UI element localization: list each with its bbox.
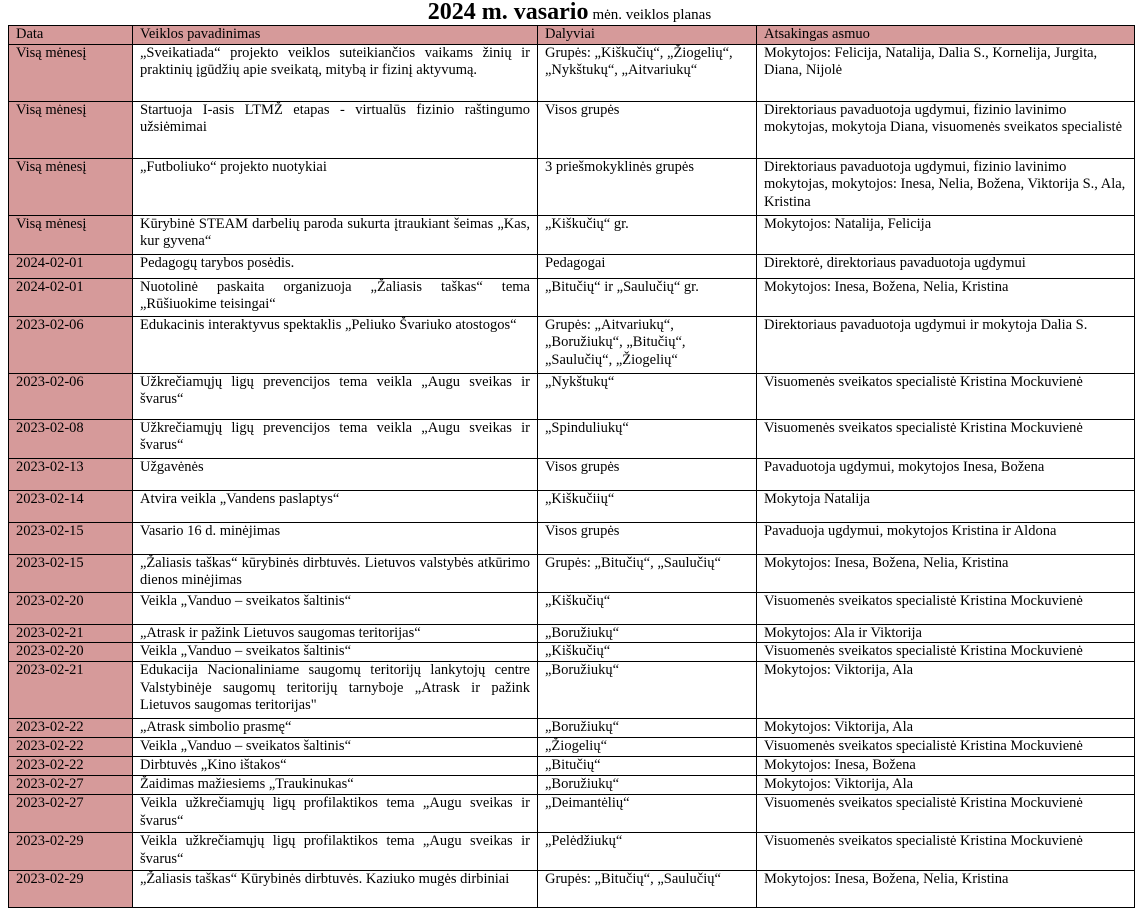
cell-participants: Grupės: „Aitvariukų“, „Boružiukų“, „Bitučių“, „Saulučių“, „Žiogelių“ — [538, 316, 757, 373]
cell-date: 2024-02-01 — [9, 278, 133, 316]
cell-activity: „Žaliasis taškas“ kūrybinės dirbtuvės. Lietuvos valstybės atkūrimo dienos minėjimas — [133, 554, 538, 592]
cell-participants: „Žiogelių“ — [538, 738, 757, 757]
cell-participants: „Boružiukų“ — [538, 624, 757, 643]
cell-responsible: Mokytojos: Inesa, Božena, Nelia, Kristina — [757, 554, 1135, 592]
cell-responsible: Direktorė, direktoriaus pavaduotoja ugdymui — [757, 254, 1135, 278]
cell-date: 2023-02-14 — [9, 490, 133, 522]
cell-participants: „Kiškučių“ — [538, 643, 757, 662]
page-title — [0, 0, 1139, 24]
cell-participants: Pedagogai — [538, 254, 757, 278]
cell-date: 2023-02-06 — [9, 373, 133, 419]
cell-activity: Veikla užkrečiamųjų ligų profilaktikos tema „Augu sveikas ir švarus“ — [133, 795, 538, 833]
cell-date: 2023-02-15 — [9, 522, 133, 554]
table-row — [9, 44, 1135, 101]
column-header-participants: Dalyviai — [538, 26, 757, 45]
cell-participants: „Bitučių“ — [538, 757, 757, 776]
cell-responsible: Mokytojos: Ala ir Viktorija — [757, 624, 1135, 643]
cell-activity: „Atrask simbolio prasmę“ — [133, 719, 538, 738]
cell-activity: Žaidimas mažiesiems „Traukinukas“ — [133, 776, 538, 795]
cell-date: 2023-02-27 — [9, 795, 133, 833]
table-row — [9, 373, 1135, 419]
cell-activity: Atvira veikla „Vandens paslaptys“ — [133, 490, 538, 522]
cell-responsible: Visuomenės sveikatos specialistė Kristina Mockuvienė — [757, 833, 1135, 871]
cell-activity: Kūrybinė STEAM darbelių paroda sukurta įtraukiant šeimas „Kas, kur gyvena“ — [133, 215, 538, 254]
cell-activity: Užkrečiamųjų ligų prevencijos tema veikla „Augu sveikas ir švarus“ — [133, 419, 538, 458]
cell-date: 2023-02-21 — [9, 624, 133, 643]
cell-activity: „Sveikatiada“ projekto veiklos suteikiančios vaikams žinių ir praktinių įgūdžių apie sveikatą, mitybą ir fizinį aktyvumą. — [133, 44, 538, 101]
cell-date: 2023-02-08 — [9, 419, 133, 458]
table-row — [9, 490, 1135, 522]
cell-participants: „Pelėdžiukų“ — [538, 833, 757, 871]
cell-date: Visą mėnesį — [9, 44, 133, 101]
cell-responsible: Direktoriaus pavaduotoja ugdymui, fizinio lavinimo mokytojas, mokytojos: Inesa, Nelia, Božena, Viktorija S., Ala, Kristina — [757, 158, 1135, 215]
cell-activity: Užkrečiamųjų ligų prevencijos tema veikla „Augu sveikas ir švarus“ — [133, 373, 538, 419]
table-row — [9, 643, 1135, 662]
cell-date: 2023-02-22 — [9, 757, 133, 776]
cell-responsible: Visuomenės sveikatos specialistė Kristina Mockuvienė — [757, 738, 1135, 757]
cell-participants: Visos grupės — [538, 458, 757, 490]
cell-participants: Grupės: „Bitučių“, „Saulučių“ — [538, 554, 757, 592]
cell-participants: Visos grupės — [538, 101, 757, 158]
cell-responsible: Pavaduoja ugdymui, mokytojos Kristina ir Aldona — [757, 522, 1135, 554]
cell-date: 2023-02-20 — [9, 592, 133, 624]
cell-activity: „Futboliuko“ projekto nuotykiai — [133, 158, 538, 215]
cell-responsible: Mokytojos: Viktorija, Ala — [757, 719, 1135, 738]
cell-activity: Dirbtuvės „Kino ištakos“ — [133, 757, 538, 776]
table-header-row — [9, 26, 1135, 45]
cell-date: Visą mėnesį — [9, 215, 133, 254]
cell-participants: „Nykštukų“ — [538, 373, 757, 419]
table-row — [9, 316, 1135, 373]
cell-responsible: Mokytojos: Inesa, Božena, Nelia, Kristina — [757, 871, 1135, 908]
cell-responsible: Mokytoja Natalija — [757, 490, 1135, 522]
table-row — [9, 554, 1135, 592]
cell-responsible: Mokytojos: Felicija, Natalija, Dalia S., Kornelija, Jurgita, Diana, Nijolė — [757, 44, 1135, 101]
table-row — [9, 795, 1135, 833]
table-row — [9, 254, 1135, 278]
cell-date: 2023-02-29 — [9, 833, 133, 871]
table-row — [9, 419, 1135, 458]
cell-responsible: Mokytojos: Natalija, Felicija — [757, 215, 1135, 254]
cell-activity: Veikla užkrečiamųjų ligų profilaktikos tema „Augu sveikas ir švarus“ — [133, 833, 538, 871]
cell-date: Visą mėnesį — [9, 101, 133, 158]
cell-date: 2023-02-29 — [9, 871, 133, 908]
cell-activity: „Žaliasis taškas“ Kūrybinės dirbtuvės. Kaziuko mugės dirbiniai — [133, 871, 538, 908]
cell-responsible: Mokytojos: Viktorija, Ala — [757, 776, 1135, 795]
table-row — [9, 662, 1135, 719]
cell-participants: „Boružiukų“ — [538, 662, 757, 719]
cell-date: 2023-02-20 — [9, 643, 133, 662]
cell-responsible: Mokytojos: Inesa, Božena — [757, 757, 1135, 776]
table-row — [9, 871, 1135, 908]
table-row — [9, 522, 1135, 554]
table-row — [9, 592, 1135, 624]
cell-activity: Veikla „Vanduo – sveikatos šaltinis“ — [133, 643, 538, 662]
cell-date: 2023-02-22 — [9, 719, 133, 738]
cell-responsible: Direktoriaus pavaduotoja ugdymui ir mokytoja Dalia S. — [757, 316, 1135, 373]
cell-date: 2023-02-27 — [9, 776, 133, 795]
cell-responsible: Direktoriaus pavaduotoja ugdymui, fizinio lavinimo mokytojas, mokytoja Diana, visuomenės sveikatos specialistė — [757, 101, 1135, 158]
table-row — [9, 278, 1135, 316]
cell-date: 2023-02-22 — [9, 738, 133, 757]
cell-date: 2024-02-01 — [9, 254, 133, 278]
cell-activity: Startuoja I-asis LTMŽ etapas - virtualūs fizinio raštingumo užsiėmimai — [133, 101, 538, 158]
cell-participants: „Deimantėlių“ — [538, 795, 757, 833]
cell-activity: Vasario 16 d. minėjimas — [133, 522, 538, 554]
cell-date: Visą mėnesį — [9, 158, 133, 215]
table-row — [9, 776, 1135, 795]
cell-date: 2023-02-06 — [9, 316, 133, 373]
cell-activity: Edukacija Nacionaliniame saugomų teritorijų lankytojų centre Valstybinėje saugomų teritorijų tarnyboje „Atrask ir pažink Lietuvos saugomas teritorijas" — [133, 662, 538, 719]
column-header-activity: Veiklos pavadinimas — [133, 26, 538, 45]
cell-responsible: Visuomenės sveikatos specialistė Kristina Mockuvienė — [757, 592, 1135, 624]
table-row — [9, 833, 1135, 871]
cell-responsible: Pavaduotoja ugdymui, mokytojos Inesa, Božena — [757, 458, 1135, 490]
table-row — [9, 624, 1135, 643]
cell-activity: Veikla „Vanduo – sveikatos šaltinis“ — [133, 592, 538, 624]
title-month: 2024 m. vasario — [427, 0, 589, 25]
cell-activity: Nuotolinė paskaita organizuoja „Žaliasis taškas“ tema „Rūšiuokime teisingai“ — [133, 278, 538, 316]
table-row — [9, 719, 1135, 738]
cell-participants: Grupės: „Kiškučių“, „Žiogelių“, „Nykštukų“, „Aitvariukų“ — [538, 44, 757, 101]
cell-activity: Veikla „Vanduo – sveikatos šaltinis“ — [133, 738, 538, 757]
table-row — [9, 215, 1135, 254]
cell-participants: Visos grupės — [538, 522, 757, 554]
cell-date: 2023-02-15 — [9, 554, 133, 592]
cell-activity: Užgavėnės — [133, 458, 538, 490]
column-header-date: Data — [9, 26, 133, 45]
cell-activity: Pedagogų tarybos posėdis. — [133, 254, 538, 278]
cell-participants: „Boružiukų“ — [538, 776, 757, 795]
table-row — [9, 757, 1135, 776]
activity-plan-table — [8, 25, 1135, 908]
table-row — [9, 738, 1135, 757]
title-subtitle: mėn. veiklos planas — [592, 7, 712, 23]
cell-responsible: Visuomenės sveikatos specialistė Kristina Mockuvienė — [757, 795, 1135, 833]
cell-participants: „Boružiukų“ — [538, 719, 757, 738]
cell-responsible: Mokytojos: Inesa, Božena, Nelia, Kristina — [757, 278, 1135, 316]
cell-participants: „Kiškučių“ gr. — [538, 215, 757, 254]
cell-activity: „Atrask ir pažink Lietuvos saugomas teritorijas“ — [133, 624, 538, 643]
table-body — [9, 44, 1135, 908]
cell-responsible: Visuomenės sveikatos specialistė Kristina Mockuvienė — [757, 419, 1135, 458]
cell-responsible: Visuomenės sveikatos specialistė Kristina Mockuvienė — [757, 643, 1135, 662]
cell-responsible: Visuomenės sveikatos specialistė Kristina Mockuvienė — [757, 373, 1135, 419]
table-row — [9, 458, 1135, 490]
cell-date: 2023-02-13 — [9, 458, 133, 490]
cell-responsible: Mokytojos: Viktorija, Ala — [757, 662, 1135, 719]
cell-participants: „Kiškučių“ — [538, 592, 757, 624]
cell-activity: Edukacinis interaktyvus spektaklis „Peliuko Švariuko atostogos“ — [133, 316, 538, 373]
cell-participants: 3 priešmokyklinės grupės — [538, 158, 757, 215]
cell-participants: Grupės: „Bitučių“, „Saulučių“ — [538, 871, 757, 908]
table-row — [9, 158, 1135, 215]
cell-participants: „Kiškučiių“ — [538, 490, 757, 522]
cell-date: 2023-02-21 — [9, 662, 133, 719]
cell-participants: „Spinduliukų“ — [538, 419, 757, 458]
cell-participants: „Bitučių“ ir „Saulučių“ gr. — [538, 278, 757, 316]
column-header-responsible: Atsakingas asmuo — [757, 26, 1135, 45]
table-row — [9, 101, 1135, 158]
